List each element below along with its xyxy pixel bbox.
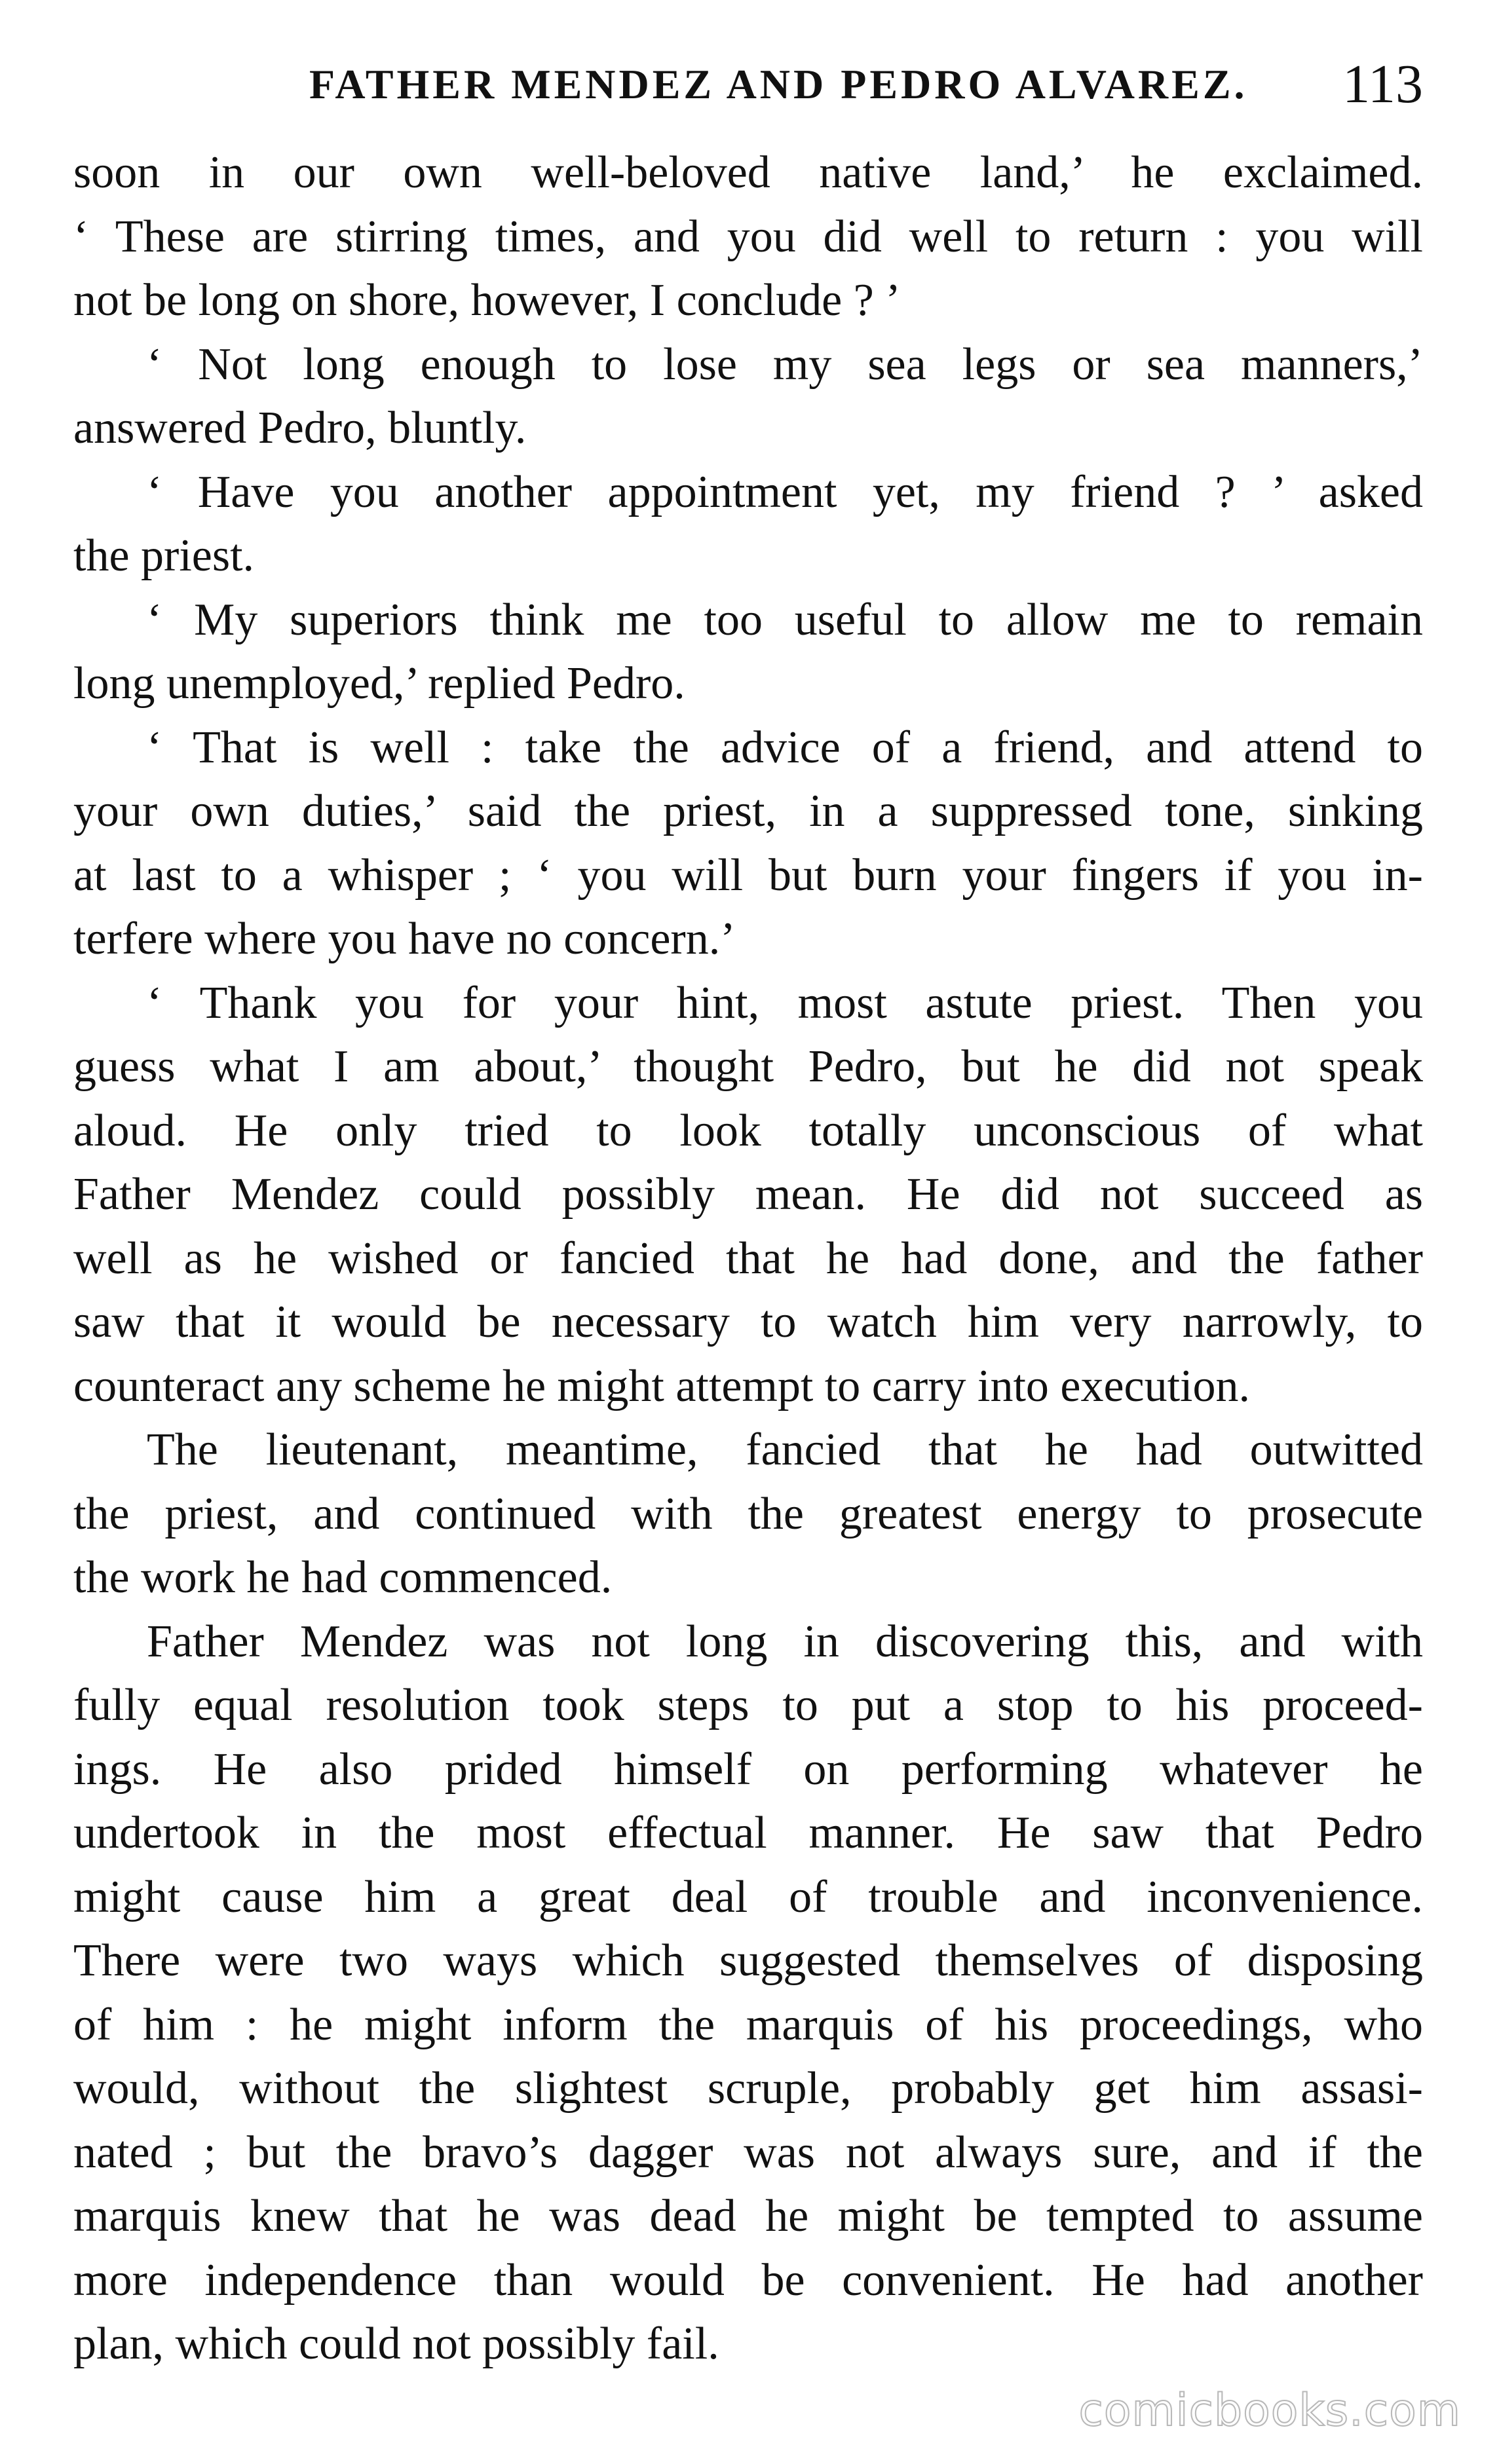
text-line: Father Mendez could possibly mean. He did not succeed as bbox=[73, 1169, 1423, 1220]
text-line: ‘ My superiors think me too useful to allow me to remain bbox=[147, 594, 1423, 645]
text-line: marquis knew that he was dead he might be tempted to assume bbox=[73, 2191, 1423, 2241]
text-line: Father Mendez was not long in discovering this, and with bbox=[147, 1616, 1423, 1667]
text-line: The lieutenant, meantime, fancied that he had outwitted bbox=[147, 1425, 1423, 1475]
text-line: more independence than would be convenient. He had another bbox=[73, 2254, 1423, 2305]
text-line: ‘ Not long enough to lose my sea legs or sea manners,’ bbox=[147, 339, 1423, 390]
text-line: nated ; but the bravo’s dagger was not always sure, and if the bbox=[73, 2127, 1423, 2178]
text-line: saw that it would be necessary to watch him very narrowly, to bbox=[73, 1297, 1423, 1347]
text-line: plan, which could not possibly fail. bbox=[73, 2319, 719, 2369]
text-line: of him : he might inform the marquis of his proceedings, who bbox=[73, 1999, 1423, 2050]
page-number: 113 bbox=[1342, 54, 1423, 115]
body-text bbox=[73, 141, 1423, 2376]
text-line: the work he had commenced. bbox=[73, 1552, 613, 1603]
text-line: well as he wished or fancied that he had done, and the father bbox=[73, 1233, 1423, 1284]
text-line: counteract any scheme he might attempt to carry into execution. bbox=[73, 1360, 1251, 1411]
text-line: soon in our own well-beloved native land,’ he exclaimed. bbox=[73, 147, 1423, 198]
text-line: ‘ Have you another appointment yet, my friend ? ’ asked bbox=[147, 466, 1423, 517]
text-line: aloud. He only tried to look totally unconscious of what bbox=[73, 1105, 1423, 1156]
text-line: ‘ That is well : take the advice of a friend, and attend to bbox=[147, 722, 1423, 773]
watermark: comicbooks.com bbox=[1078, 2385, 1461, 2436]
text-line: might cause him a great deal of trouble and inconvenience. bbox=[73, 1871, 1423, 1922]
running-header bbox=[73, 52, 1423, 124]
text-line: There were two ways which suggested themselves of disposing bbox=[73, 1935, 1423, 1986]
text-line: the priest, and continued with the greatest energy to prosecute bbox=[73, 1488, 1423, 1539]
text-line: guess what I am about,’ thought Pedro, but he did not speak bbox=[73, 1041, 1423, 1092]
text-line: at last to a whisper ; ‘ you will but burn your fingers if you in- bbox=[73, 849, 1423, 901]
text-line: ings. He also prided himself on performing whatever he bbox=[73, 1744, 1423, 1795]
text-line: ‘ Thank you for your hint, most astute priest. Then you bbox=[147, 977, 1423, 1028]
text-line: fully equal resolution took steps to put a stop to his proceed- bbox=[73, 1680, 1423, 1730]
text-line: ‘ These are stirring times, and you did well to return : you will bbox=[73, 211, 1423, 262]
text-line: terfere where you have no concern.’ bbox=[73, 914, 736, 964]
running-title: FATHER MENDEZ AND PEDRO ALVAREZ. bbox=[309, 61, 1248, 107]
text-line: answered Pedro, bluntly. bbox=[73, 403, 527, 453]
text-line: would, without the slightest scruple, probably get him assasi- bbox=[73, 2063, 1423, 2114]
text-line: undertook in the most effectual manner. He saw that Pedro bbox=[73, 1808, 1423, 1858]
text-line: long unemployed,’ replied Pedro. bbox=[73, 658, 685, 709]
text-line: your own duties,’ said the priest, in a suppressed tone, sinking bbox=[73, 786, 1423, 836]
text-line: not be long on shore, however, I conclude ? ’ bbox=[73, 275, 901, 326]
text-line: the priest. bbox=[73, 531, 255, 581]
